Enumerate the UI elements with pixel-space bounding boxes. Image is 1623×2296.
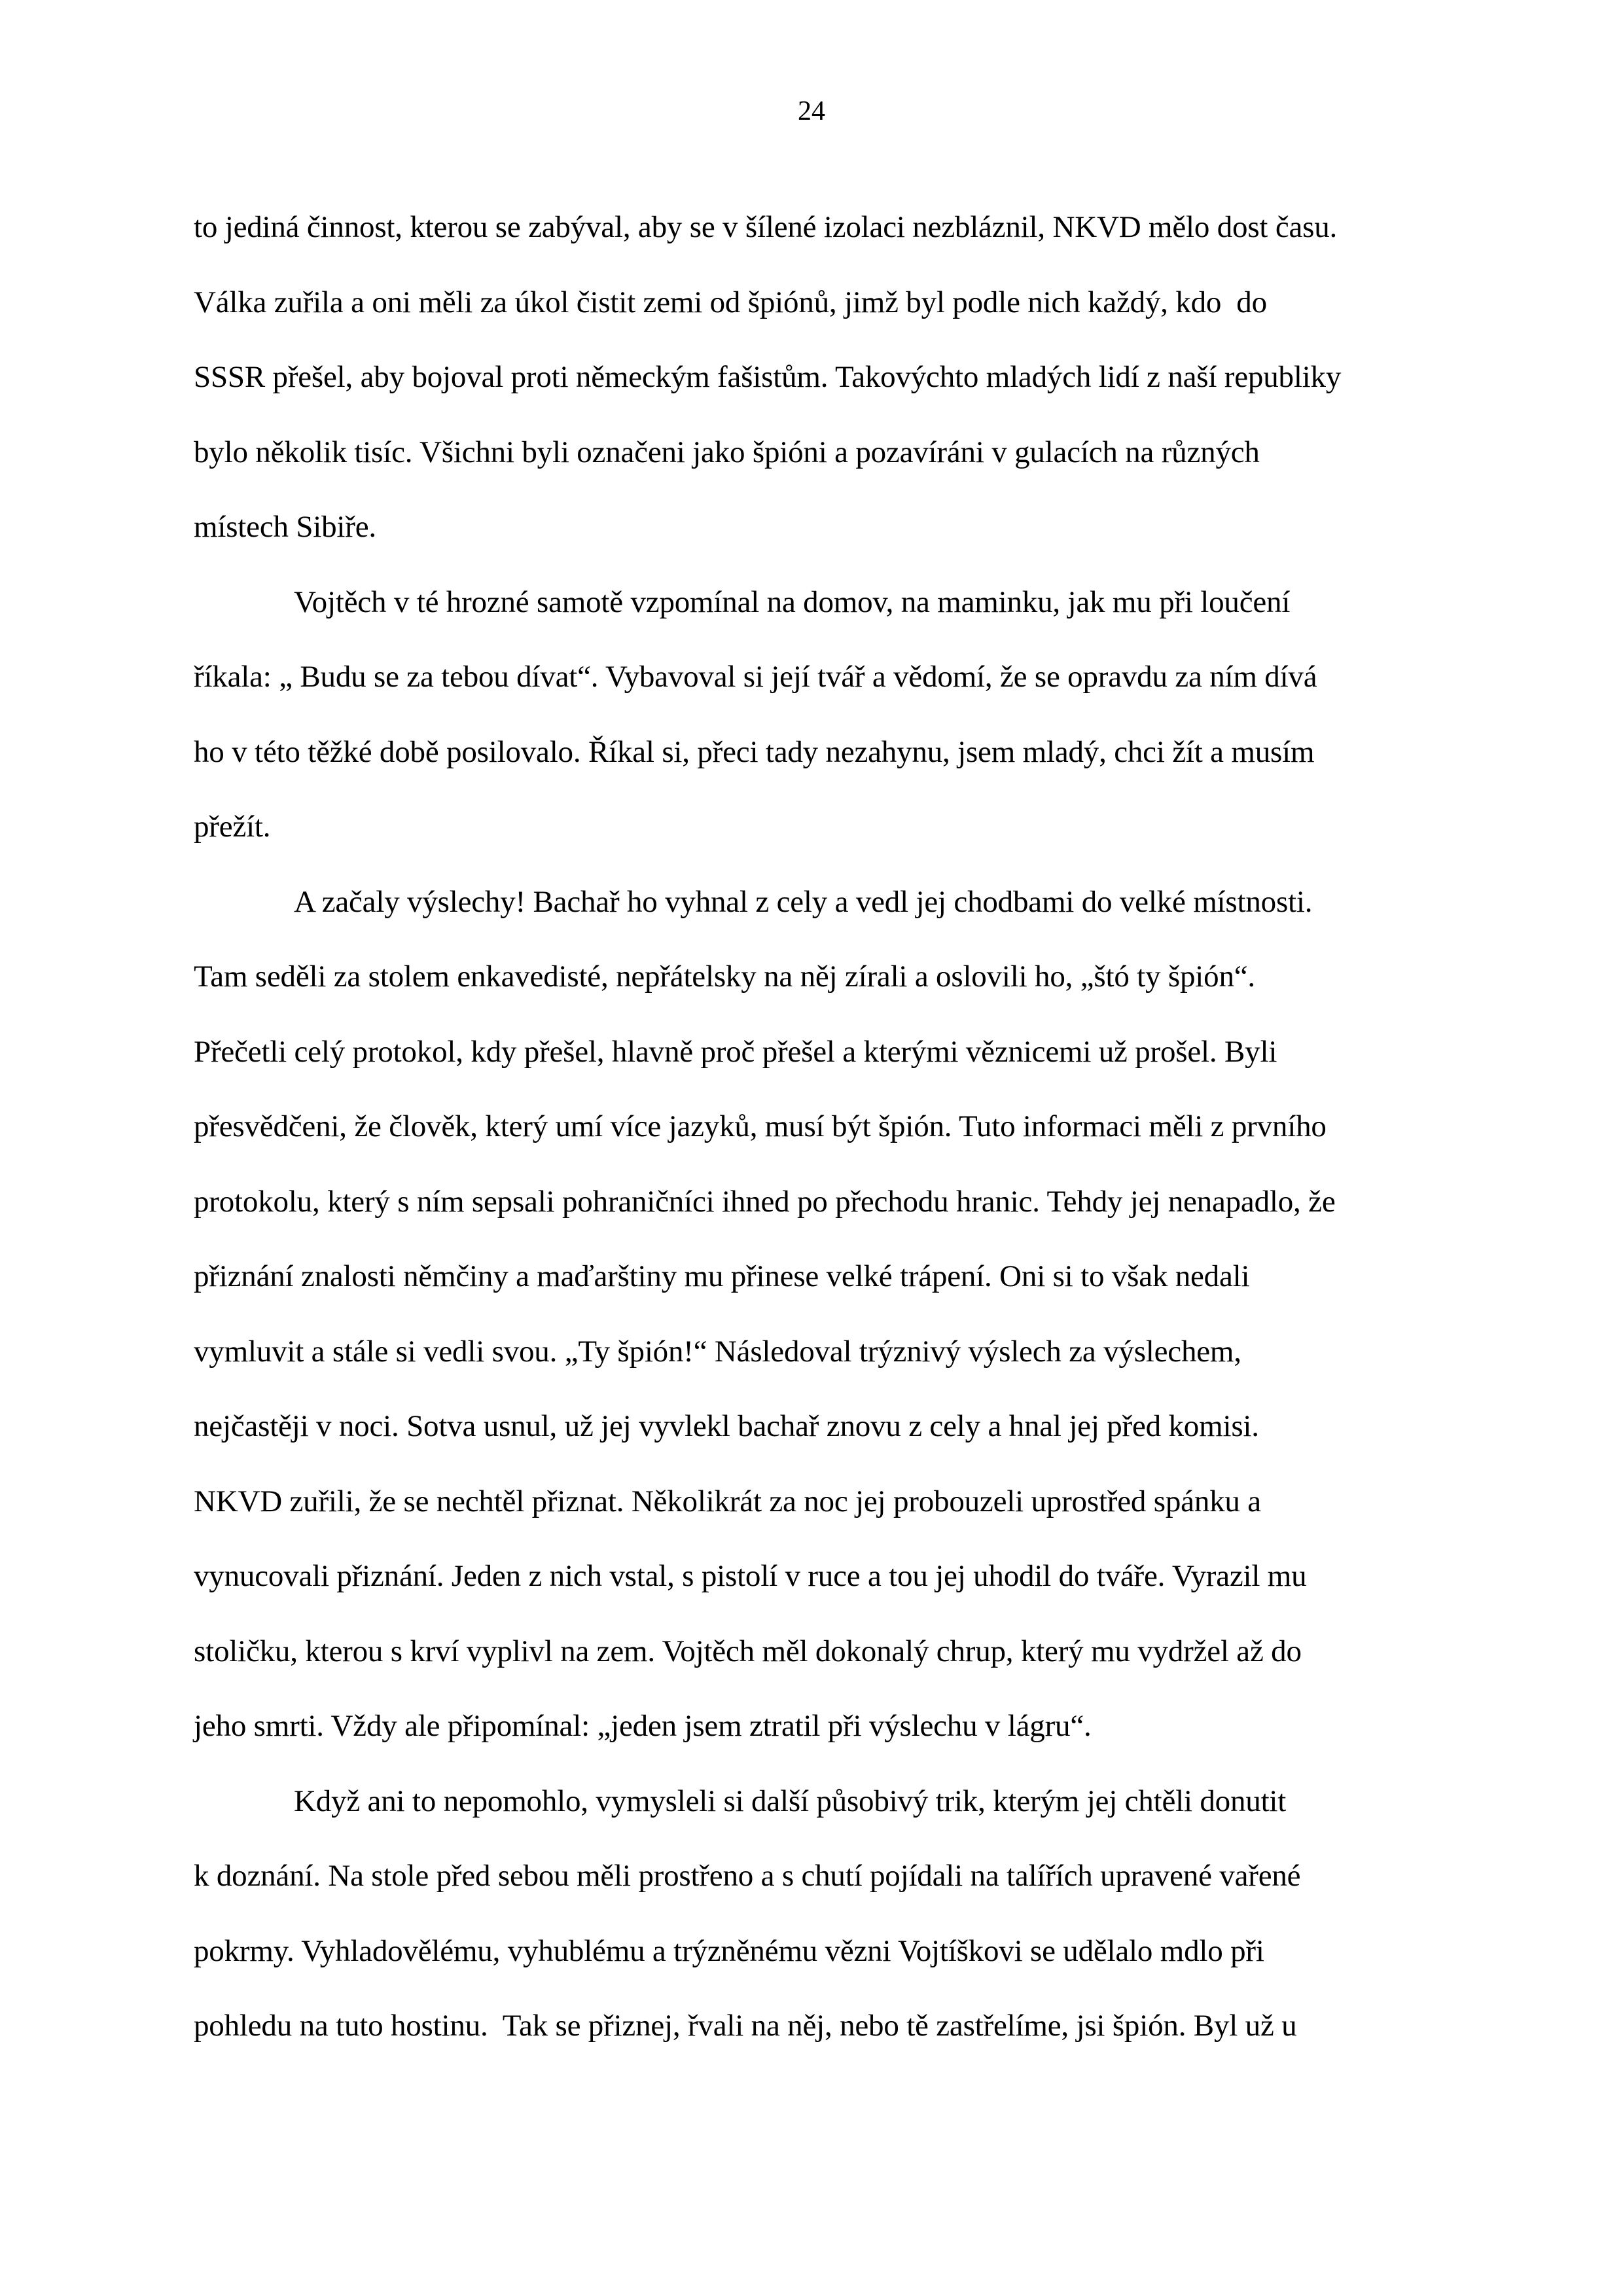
text-line: k doznání. Na stole před sebou měli prostřeno a s chutí pojídali na talířích upravené vařené [194,1859,1301,1893]
text-line: bylo několik tisíc. Všichni byli označeni jako špióni a pozavíráni v gulacích na různých [194,435,1260,469]
body-text [194,190,1437,2064]
text-line: místech Sibiře. [194,510,376,544]
page-number: 24 [798,96,825,126]
text-line: vymluvit a stále si vedli svou. „Ty špión!“ Následoval trýznivý výslech za výslechem, [194,1334,1241,1369]
text-line: pohledu na tuto hostinu. Tak se přiznej, řvali na něj, nebo tě zastřelíme, jsi špión. Byl už u [194,2009,1297,2043]
text-line: Tam seděli za stolem enkavedisté, nepřátelsky na něj zírali a oslovili ho, „štó ty špión“. [194,960,1255,994]
text-line: stoličku, kterou s krví vyplivl na zem. Vojtěch měl dokonalý chrup, který mu vydržel až do [194,1634,1302,1668]
text-line: přesvědčeni, že člověk, který umí více jazyků, musí být špión. Tuto informaci měli z prvního [194,1109,1327,1143]
text-line: nejčastěji v noci. Sotva usnul, už jej vyvlekl bachař znovu z cely a hnal jej před komisi. [194,1409,1259,1443]
text-line: NKVD zuřili, že se nechtěl přiznat. Několikrát za noc jej probouzeli uprostřed spánku a [194,1484,1261,1518]
text-line: Přečetli celý protokol, kdy přešel, hlavně proč přešel a kterými věznicemi už prošel. Byli [194,1034,1277,1069]
paragraph-first-line: A začaly výslechy! Bachař ho vyhnal z cely a vedl jej chodbami do velké místnosti. [294,884,1313,919]
text-line: říkala: „ Budu se za tebou dívat“. Vybavoval si její tvář a vědomí, že se opravdu za ním dívá [194,660,1317,694]
text-line: přežít. [194,810,271,844]
paragraph-first-line: Když ani to nepomohlo, vymysleli si další působivý trik, kterým jej chtěli donutit [294,1784,1287,1818]
text-line: to jediná činnost, kterou se zabýval, aby se v šílené izolaci nezbláznil, NKVD mělo dost času. [194,210,1338,244]
text-line: vynucovali přiznání. Jeden z nich vstal, s pistolí v ruce a tou jej uhodil do tváře. Vyrazil mu [194,1559,1307,1593]
text-line: přiznání znalosti němčiny a maďarštiny mu přinese velké trápení. Oni si to však nedali [194,1259,1250,1293]
paragraph-first-line: Vojtěch v té hrozné samotě vzpomínal na domov, na maminku, jak mu při loučení [294,584,1291,619]
text-line: jeho smrti. Vždy ale připomínal: „jeden jsem ztratil při výslechu v lágru“. [194,1709,1092,1743]
text-line: SSSR přešel, aby bojoval proti německým fašistům. Takovýchto mladých lidí z naší republiky [194,360,1342,394]
text-line: pokrmy. Vyhladovělému, vyhublému a trýzněnému vězni Vojtíškovi se udělalo mdlo při [194,1933,1264,1968]
text-line: ho v této těžké době posilovalo. Říkal si, přeci tady nezahynu, jsem mladý, chci žít a musím [194,734,1315,769]
text-line: Válka zuřila a oni měli za úkol čistit zemi od špiónů, jimž byl podle nich každý, kdo do [194,285,1267,319]
text-line: protokolu, který s ním sepsali pohraničníci ihned po přechodu hranic. Tehdy jej nenapadlo, že [194,1184,1336,1219]
